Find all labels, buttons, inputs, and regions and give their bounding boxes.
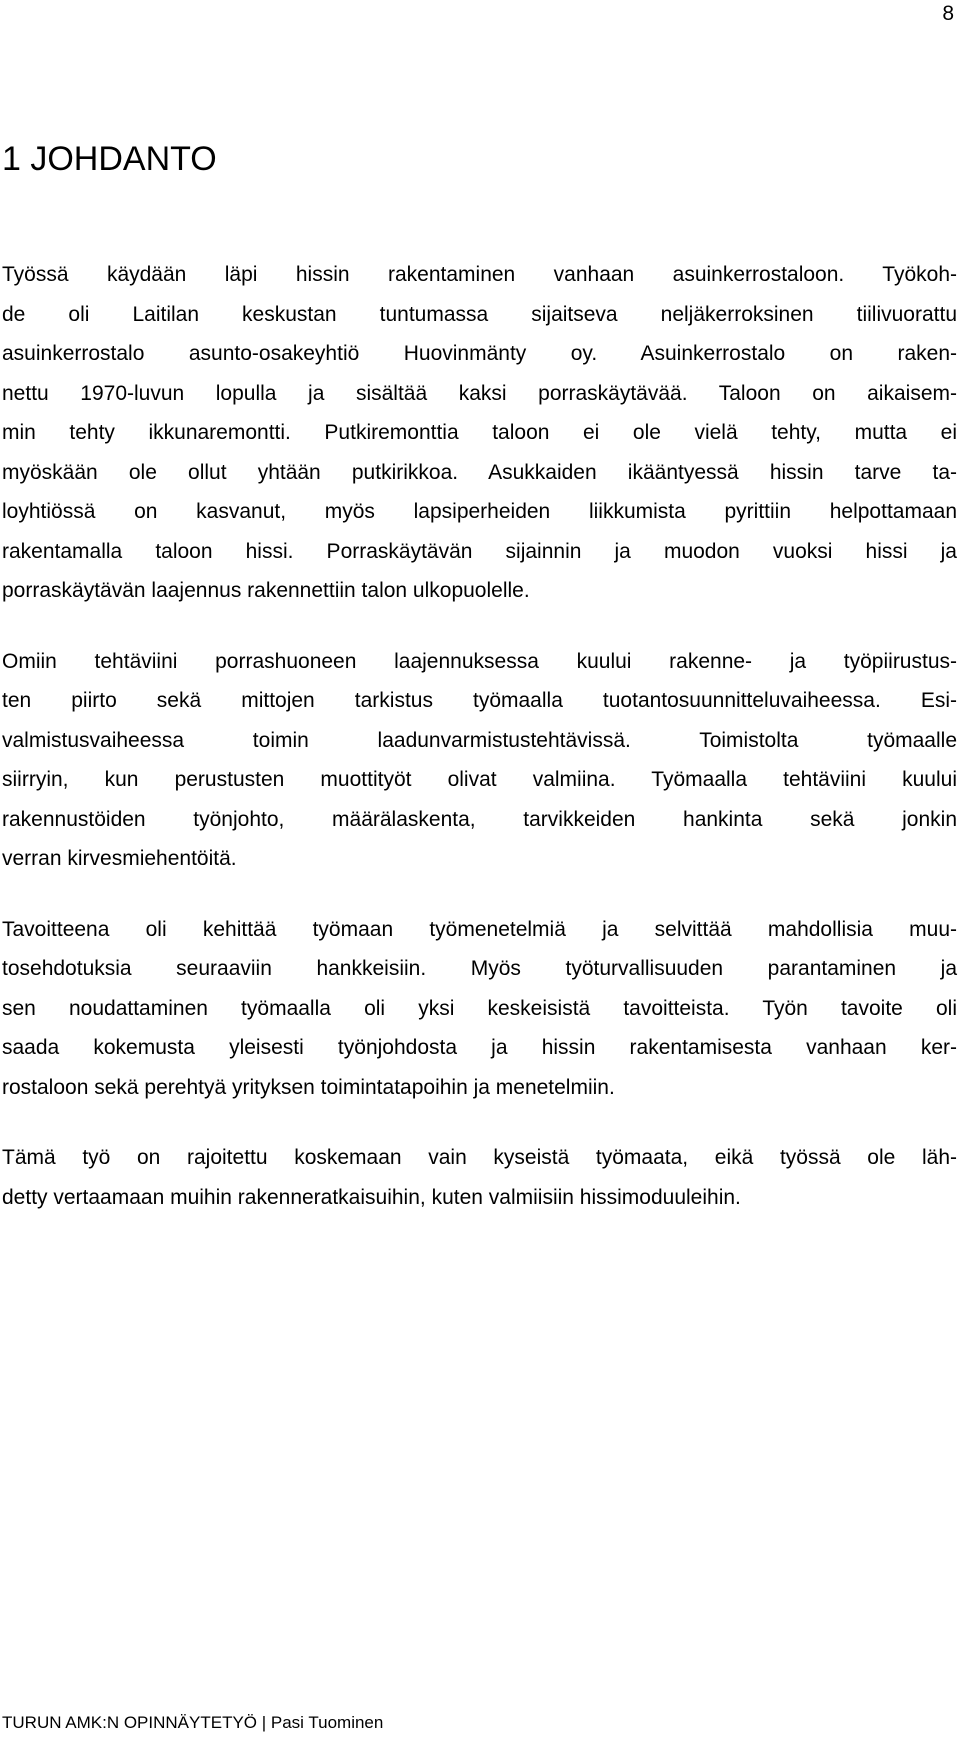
text-line: porraskäytävän laajennus rakennettiin talon ulkopuolelle. (2, 579, 530, 602)
text-line: detty vertaamaan muihin rakenneratkaisuihin, kuten valmiisiin hissimoduuleihin. (2, 1185, 741, 1209)
chapter-title: 1 JOHDANTO (2, 140, 217, 178)
text-line: loyhtiössä on kasvanut, myös lapsiperheiden liikkumista pyrittiin helpottamaan (2, 500, 957, 523)
text-line: rakennustöiden työnjohto, määrälaskenta, tarvikkeiden hankinta sekä jonkin (2, 807, 957, 831)
text-line: siirryin, kun perustusten muottityöt olivat valmiina. Työmaalla tehtäviini kuului (2, 768, 957, 791)
paragraph-tasks (2, 642, 957, 879)
text-line: verran kirvesmiehentöitä. (2, 847, 237, 870)
paragraph-scope (2, 1138, 957, 1217)
text-line: myöskään ole ollut yhtään putkirikkoa. Asukkaiden ikääntyessä hissin tarve ta- (2, 460, 957, 484)
text-line: Tämä työ on rajoitettu koskemaan vain kyseistä työmaata, eikä työssä ole läh- (2, 1146, 957, 1169)
paragraph-intro (2, 255, 957, 611)
page-footer: TURUN AMK:N OPINNÄYTETYÖ | Pasi Tuominen (2, 1713, 384, 1732)
text-line: min tehty ikkunaremontti. Putkiremonttia taloon ei ole vielä tehty, mutta ei (2, 421, 957, 444)
text-line: Työssä käydään läpi hissin rakentaminen vanhaan asuinkerrostaloon. Työkoh- (2, 263, 957, 286)
page-number: 8 (942, 2, 954, 25)
text-line: valmistusvaiheessa toimin laadunvarmistustehtävissä. Toimistolta työmaalle (2, 728, 957, 752)
text-line: ten piirto sekä mittojen tarkistus työmaalla tuotantosuunnitteluvaiheessa. Esi- (2, 689, 957, 712)
text-line: nettu 1970-luvun lopulla ja sisältää kaksi porraskäytävää. Taloon on aikaisem- (2, 381, 957, 405)
text-line: tosehdotuksia seuraaviin hankkeisiin. Myös työturvallisuuden parantaminen ja (2, 957, 957, 980)
text-line: saada kokemusta yleisesti työnjohdosta ja hissin rakentamisesta vanhaan ker- (2, 1036, 957, 1059)
text-line: de oli Laitilan keskustan tuntumassa sijaitseva neljäkerroksinen tiilivuorattu (2, 302, 957, 326)
text-line: Tavoitteena oli kehittää työmaan työmenetelmiä ja selvittää mahdollisia muu- (2, 917, 957, 941)
text-line: rostaloon sekä perehtyä yrityksen toimintatapoihin ja menetelmiin. (2, 1075, 615, 1099)
text-line: rakentamalla taloon hissi. Porraskäytävän sijainnin ja muodon vuoksi hissi ja (2, 539, 957, 563)
paragraph-goals (2, 910, 957, 1108)
text-line: asuinkerrostalo asunto-osakeyhtiö Huovinmänty oy. Asuinkerrostalo on raken- (2, 342, 957, 365)
body-text (2, 255, 957, 1248)
text-line: sen noudattaminen työmaalla oli yksi keskeisistä tavoitteista. Työn tavoite oli (2, 996, 957, 1020)
text-line: Omiin tehtäviini porrashuoneen laajennuksessa kuului rakenne- ja työpiirustus- (2, 649, 957, 673)
